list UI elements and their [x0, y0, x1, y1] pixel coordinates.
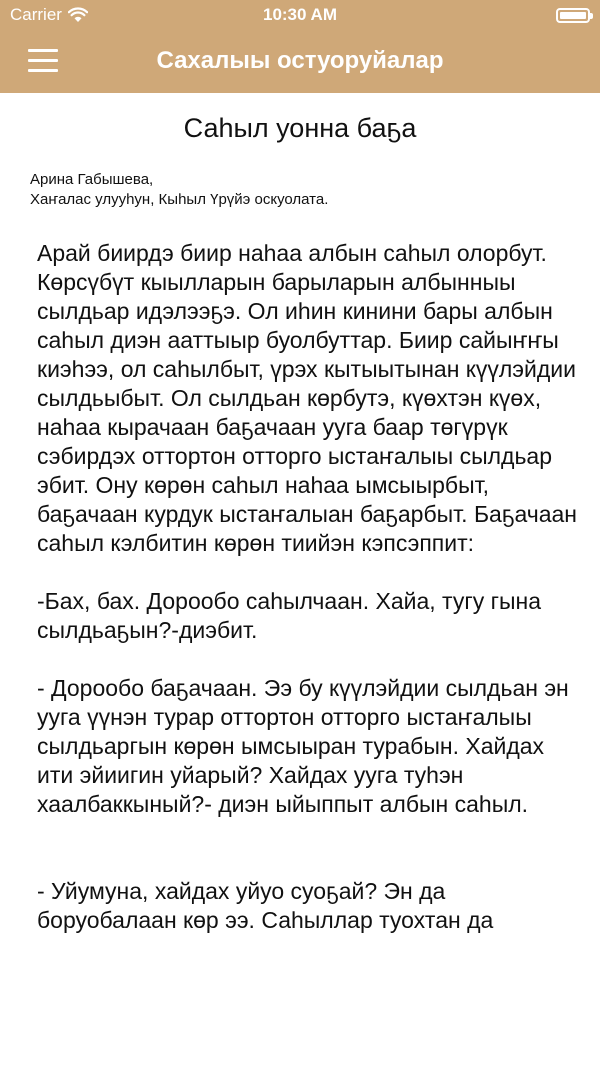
- story-content[interactable]: [0, 93, 600, 1067]
- author-school: Хаҥалас улууһун, Кыһыл Үрүйэ оскуолата.: [30, 191, 329, 208]
- story-paragraph: - Уйумуна, хайдах уйуо суоҕай? Эн да боруобалаан көр ээ. Саһыллар туохтан да: [37, 878, 494, 933]
- clock: 10:30 AM: [262, 5, 337, 24]
- author-name: Арина Габышева,: [30, 171, 154, 188]
- header: [0, 0, 600, 93]
- status-bar: [0, 0, 600, 30]
- battery-icon: [556, 8, 590, 23]
- story-paragraph: - Дорообо баҕачаан. Ээ бу күүлэйдии сылдьан эн ууга үүнэн турар оттортон отторго ыстаҥалыы сылдьаргын көрөн ымсыыран турабын. Хайдах ити эйиигин уйарый? Хайдах ууга туһэн хаалбаккыный?- диэн ыйыппыт албын саһыл.: [37, 675, 569, 817]
- story-paragraph: -Бах, бах. Дорообо саһылчаан. Хайа, тугу гына сылдьаҕын?-диэбит.: [37, 588, 542, 643]
- battery-level: [560, 12, 586, 19]
- nav-title: Сахалыы остуоруйалар: [156, 47, 444, 74]
- story-author: [30, 170, 328, 210]
- story-body: [37, 239, 582, 964]
- story-paragraph: Арай биирдэ биир наһаа албын саһыл олорбут. Көрсүбүт кыылларын барыларын албынныы сылдьар идэлээҕэ. Ол иһин кинини бары албын саһыл диэн ааттыыр буолбуттар. Биир сайыҥҥы киэһээ, ол саһылбыт, үрэх кытыытынан күүлэйдии сылдьыбыт. Ол сылдьан көрбутэ, күөхтэн күөх, наһаа кырачаан баҕачаан ууга баар төгүрүк сэбирдэх оттортон отторго ыстаҥалыы сылдьар эбит. Ону көрөн саһыл наһаа ымсыырбыт, баҕачаан курдук ыстаҥалыан баҕарбыт. Баҕачаан саһыл кэлбитин көрөн тиийэн кэпсэппит:: [37, 240, 578, 556]
- story-title: Саһыл уонна баҕа: [183, 113, 417, 143]
- navigation-bar: [0, 30, 600, 93]
- carrier-label: Carrier: [10, 5, 62, 24]
